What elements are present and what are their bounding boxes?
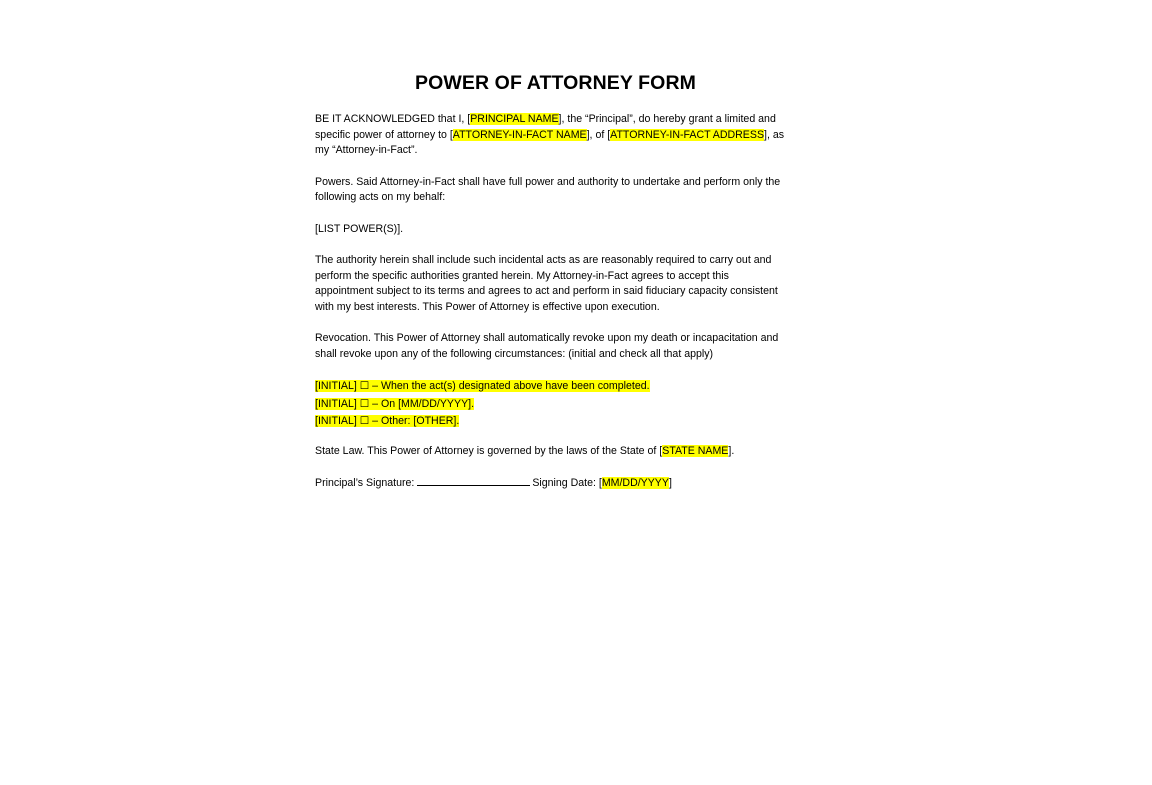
condition-other: [INITIAL] ☐ – Other: [OTHER]. bbox=[315, 415, 460, 428]
state-law-text: ]. bbox=[728, 444, 735, 457]
signing-date-placeholder: MM/DD/YYYY bbox=[601, 477, 669, 490]
powers-paragraph: Powers. Said Attorney-in-Fact shall have full power and authority to undertake and perform only the following acts on my behalf: bbox=[315, 175, 781, 204]
state-law-paragraph bbox=[315, 444, 790, 460]
signing-date-close: ] bbox=[668, 477, 672, 490]
signature-line bbox=[315, 475, 790, 492]
signing-date-label: Signing Date: [ bbox=[532, 477, 602, 490]
list-powers-placeholder: [LIST POWER(S)]. bbox=[315, 222, 404, 235]
grant-text: ], as my “Attorney-in-Fact”. bbox=[315, 128, 785, 157]
condition-date: [INITIAL] ☐ – On [MM/DD/YYYY]. bbox=[315, 397, 475, 410]
condition-completed: [INITIAL] ☐ – When the act(s) designated above have been completed. bbox=[315, 380, 650, 393]
condition-item bbox=[315, 396, 790, 414]
grant-text: ], the “Principal”, do hereby grant a limited and specific power of attorney to [ bbox=[315, 113, 776, 141]
condition-item bbox=[315, 413, 790, 431]
authority-paragraph: The authority herein shall include such incidental acts as are reasonably required to carry out and perform the specific authorities granted herein. My Attorney-in-Fact agrees to accept this appointment subject to its terms and agrees to act and perform in said fiduciary capacity consistent with my best interests. This Power of Attorney is effective upon execution. bbox=[315, 254, 778, 314]
revocation-paragraph: Revocation. This Power of Attorney shall automatically revoke upon my death or incapacitation and shall revoke upon any of the following circumstances: (initial and check all that apply) bbox=[315, 332, 779, 361]
state-name-placeholder: STATE NAME bbox=[662, 444, 729, 457]
principal-name-placeholder: PRINCIPAL NAME bbox=[470, 113, 559, 125]
signature-blank bbox=[417, 475, 530, 486]
grant-text: BE IT ACKNOWLEDGED that I, [ bbox=[315, 113, 471, 125]
grant-text: ], of [ bbox=[586, 128, 611, 141]
condition-item bbox=[315, 378, 790, 396]
document-page bbox=[315, 70, 790, 492]
revocation-conditions bbox=[315, 378, 790, 431]
attorney-name-placeholder: ATTORNEY-IN-FACT NAME bbox=[452, 128, 587, 141]
attorney-address-placeholder: ATTORNEY-IN-FACT ADDRESS bbox=[610, 128, 765, 141]
signature-label: Principal’s Signature: bbox=[315, 477, 415, 490]
state-law-text: State Law. This Power of Attorney is governed by the laws of the State of [ bbox=[315, 444, 663, 457]
document-title: POWER OF ATTORNEY FORM bbox=[415, 72, 696, 94]
grant-paragraph bbox=[315, 112, 790, 159]
